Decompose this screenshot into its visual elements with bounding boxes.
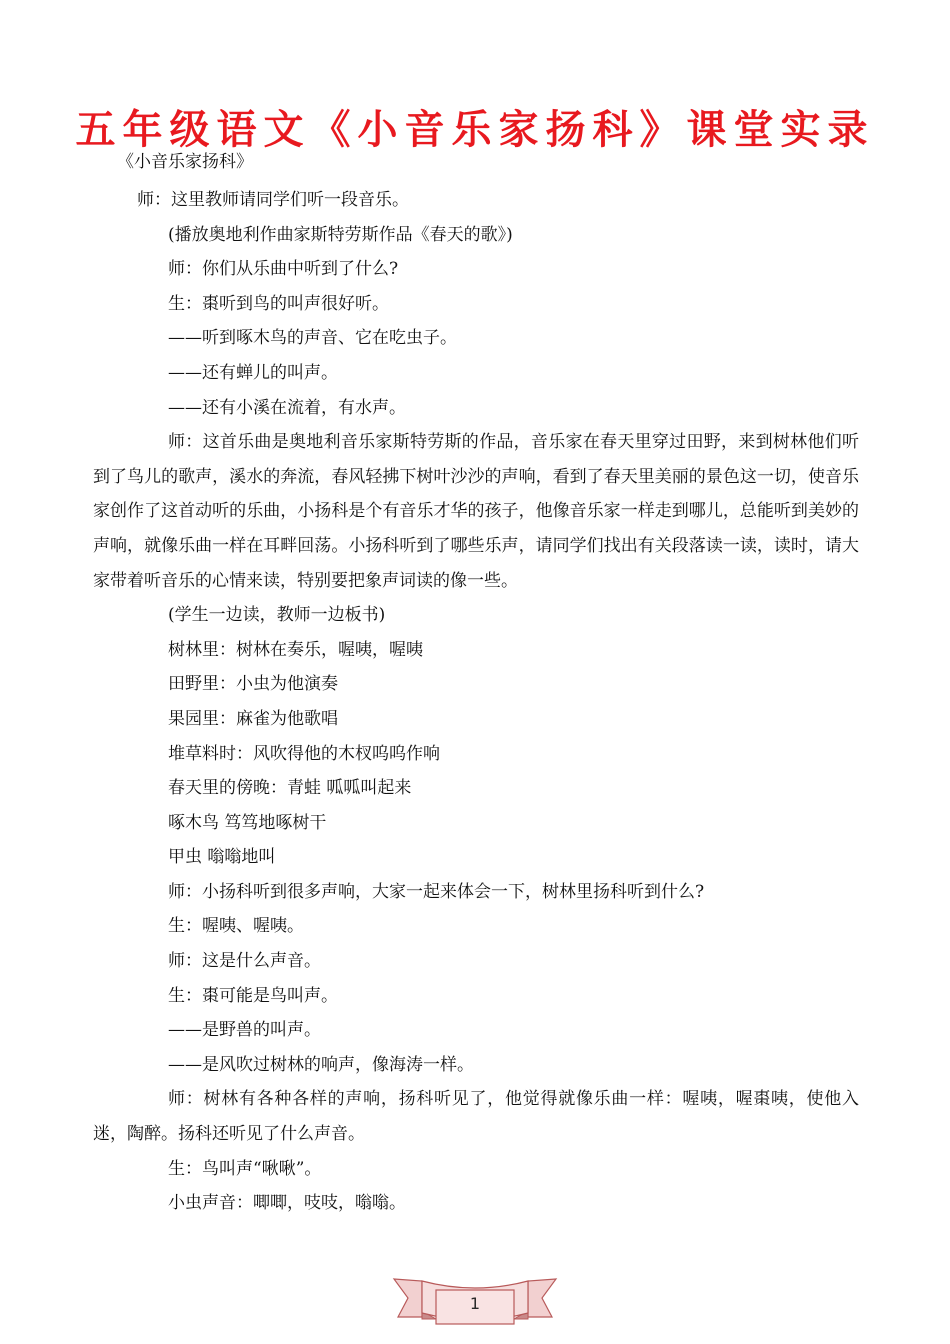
paragraph: (学生一边读，教师一边板书) xyxy=(168,605,386,626)
page-number-ribbon xyxy=(392,1273,558,1333)
paragraph: 堆草料时：风吹得他的木杈呜呜作响 xyxy=(168,743,440,764)
paragraph: 田野里：小虫为他演奏 xyxy=(168,674,338,695)
paragraph: 生：棗听到鸟的叫声很好听。 xyxy=(168,293,389,314)
paragraph: 师：树林有各种各样的声响，扬科听见了，他觉得就像乐曲一样：喔咦，喔棗咦，使他入迷，陶醉。扬科还听见了什么声音。 xyxy=(93,1089,859,1145)
paragraph: 树林里：树林在奏乐，喔咦，喔咦 xyxy=(168,639,423,660)
paragraph: 师：这里教师请同学们听一段音乐。 xyxy=(137,190,409,210)
paragraph: 师：小扬科听到很多声响，大家一起来体会一下，树林里扬科听到什么? xyxy=(168,881,705,902)
paragraph: ——还有小溪在流着，有水声。 xyxy=(168,397,406,418)
document-title: 五年级语文《小音乐家扬科》课堂实录 xyxy=(75,107,875,153)
paragraph: ——听到啄木鸟的声音、它在吃虫子。 xyxy=(168,328,457,349)
paragraph: 生：喔咦、喔咦。 xyxy=(168,916,304,937)
paragraph: ——是风吹过树林的响声，像海涛一样。 xyxy=(168,1054,474,1075)
paragraph: 师：你们从乐曲中听到了什么? xyxy=(168,259,399,280)
document-body xyxy=(93,183,859,1221)
paragraph: 啄木鸟 笃笃地啄树干 xyxy=(168,812,327,833)
paragraph: (播放奥地利作曲家斯特劳斯作品《春天的歌》) xyxy=(168,224,513,245)
page-number: 1 xyxy=(469,1294,481,1313)
paragraph: 果园里：麻雀为他歌唱 xyxy=(168,708,338,729)
document-subtitle: 《小音乐家扬科》 xyxy=(117,152,253,172)
paragraph: ——是野兽的叫声。 xyxy=(168,1020,321,1041)
paragraph: 生：棗可能是鸟叫声。 xyxy=(168,985,338,1006)
paragraph: ——还有蝉儿的叫声。 xyxy=(168,362,338,383)
paragraph: 甲虫 嗡嗡地叫 xyxy=(168,847,276,868)
paragraph: 春天里的傍晚：青蛙 呱呱叫起来 xyxy=(168,778,412,799)
paragraph: 小虫声音：唧唧，吱吱，嗡嗡。 xyxy=(168,1193,406,1214)
paragraph: 师：这是什么声音。 xyxy=(168,951,321,972)
paragraph: 师：这首乐曲是奥地利音乐家斯特劳斯的作品，音乐家在春天里穿过田野，来到树林他们听到了鸟儿的歌声，溪水的奔流，春风轻拂下树叶沙沙的声响，看到了春天里美丽的景色这一切，使音乐家创作了这首动听的乐曲，小扬科是个有音乐才华的孩子，他像音乐家一样走到哪儿，总能听到美妙的声响，就像乐曲一样在耳畔回荡。小扬科听到了哪些乐声，请同学们找出有关段落读一读，读时，请大家带着听音乐的心情来读，特别要把象声词读的像一些。 xyxy=(93,432,859,591)
paragraph: 生：鸟叫声“啾啾”。 xyxy=(168,1158,322,1179)
